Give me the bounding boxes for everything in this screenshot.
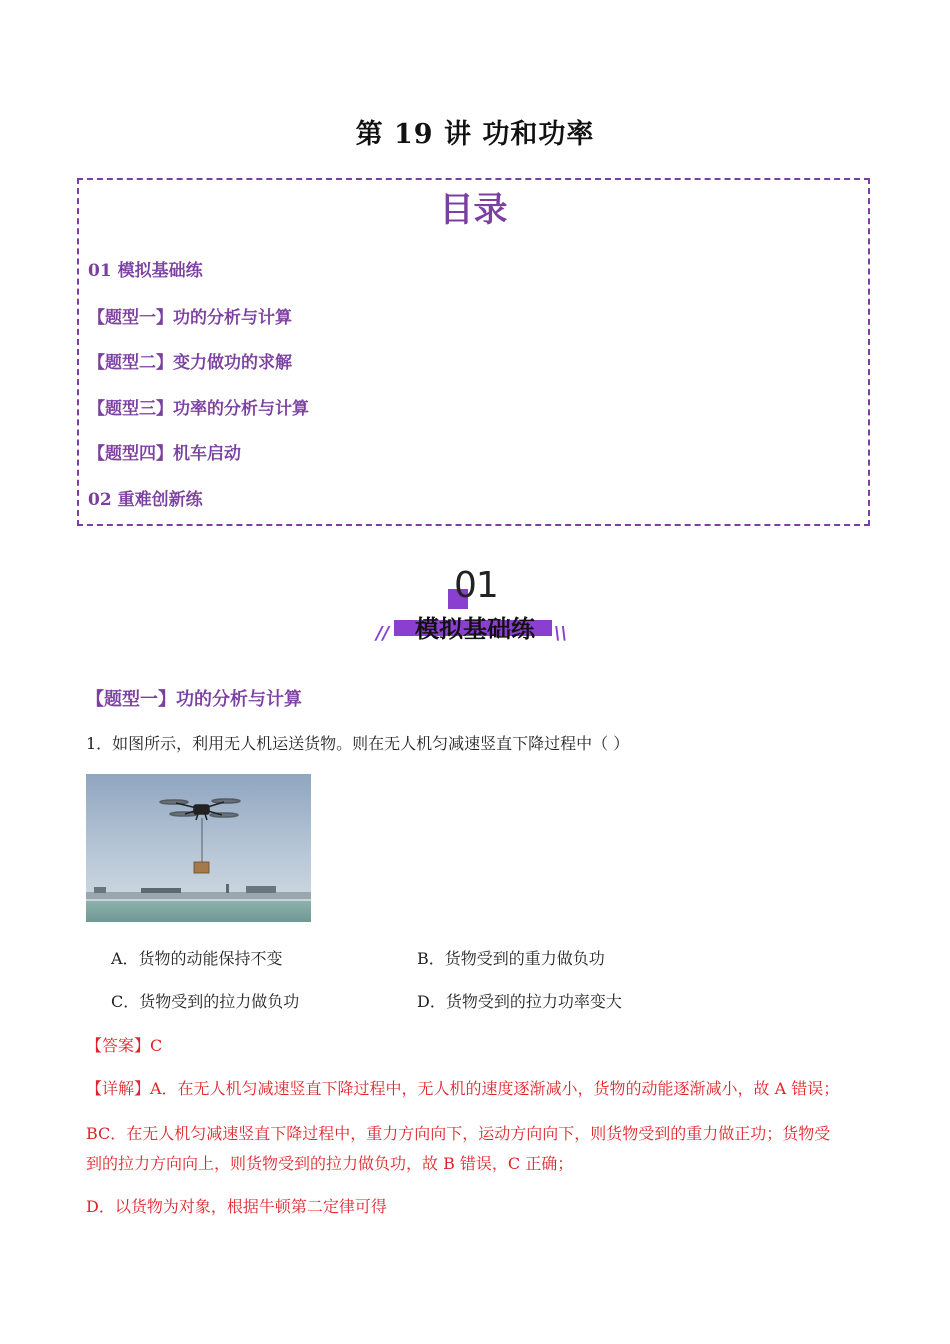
page-title: 第 19 讲 功和功率 <box>355 119 595 150</box>
toc-item-innovation-practice[interactable]: 02 重难创新练 <box>88 490 203 510</box>
option-c[interactable]: C．货物受到的拉力做负功 <box>111 992 300 1011</box>
explanation-line-1: 【详解】A．在无人机匀减速竖直下降过程中，无人机的速度逐渐减小，货物的动能逐渐减小，故 A 错误； <box>86 1079 840 1098</box>
section-banner <box>370 565 580 650</box>
toc-item-type-2[interactable]: 【题型二】变力做功的求解 <box>88 353 292 373</box>
option-a[interactable]: A．货物的动能保持不变 <box>111 949 283 968</box>
banner-left-decoration: // <box>376 623 390 644</box>
explanation-line-3: 到的拉力方向向上，则货物受到的拉力做负功，故 B 错误，C 正确； <box>86 1154 574 1173</box>
drone-cargo-photo <box>86 774 311 922</box>
banner-label: 模拟基础练 <box>415 615 535 643</box>
toc-item-type-4[interactable]: 【题型四】机车启动 <box>88 444 241 464</box>
toc-item-type-1[interactable]: 【题型一】功的分析与计算 <box>88 308 292 328</box>
table-of-contents <box>77 178 870 526</box>
explanation-line-2: BC．在无人机匀减速竖直下降过程中，重力方向向下，运动方向向下，则货物受到的重力做正功；货物受 <box>86 1124 831 1143</box>
toc-item-type-3[interactable]: 【题型三】功率的分析与计算 <box>88 399 309 419</box>
option-b[interactable]: B．货物受到的重力做负功 <box>417 949 605 968</box>
explanation-line-4: D．以货物为对象，根据牛顿第二定律可得 <box>86 1197 387 1216</box>
option-d[interactable]: D．货物受到的拉力功率变大 <box>417 992 622 1011</box>
toc-item-basic-practice[interactable]: 01 模拟基础练 <box>88 261 203 281</box>
toc-heading: 目录 <box>439 190 508 230</box>
banner-number: 01 <box>454 565 498 606</box>
banner-right-decoration: \\ <box>554 623 568 644</box>
section-heading: 【题型一】功的分析与计算 <box>86 689 302 710</box>
answer-text: 【答案】C <box>86 1036 163 1055</box>
question-text: 1．如图所示，利用无人机运送货物。则在无人机匀减速竖直下降过程中（ ） <box>86 734 630 753</box>
